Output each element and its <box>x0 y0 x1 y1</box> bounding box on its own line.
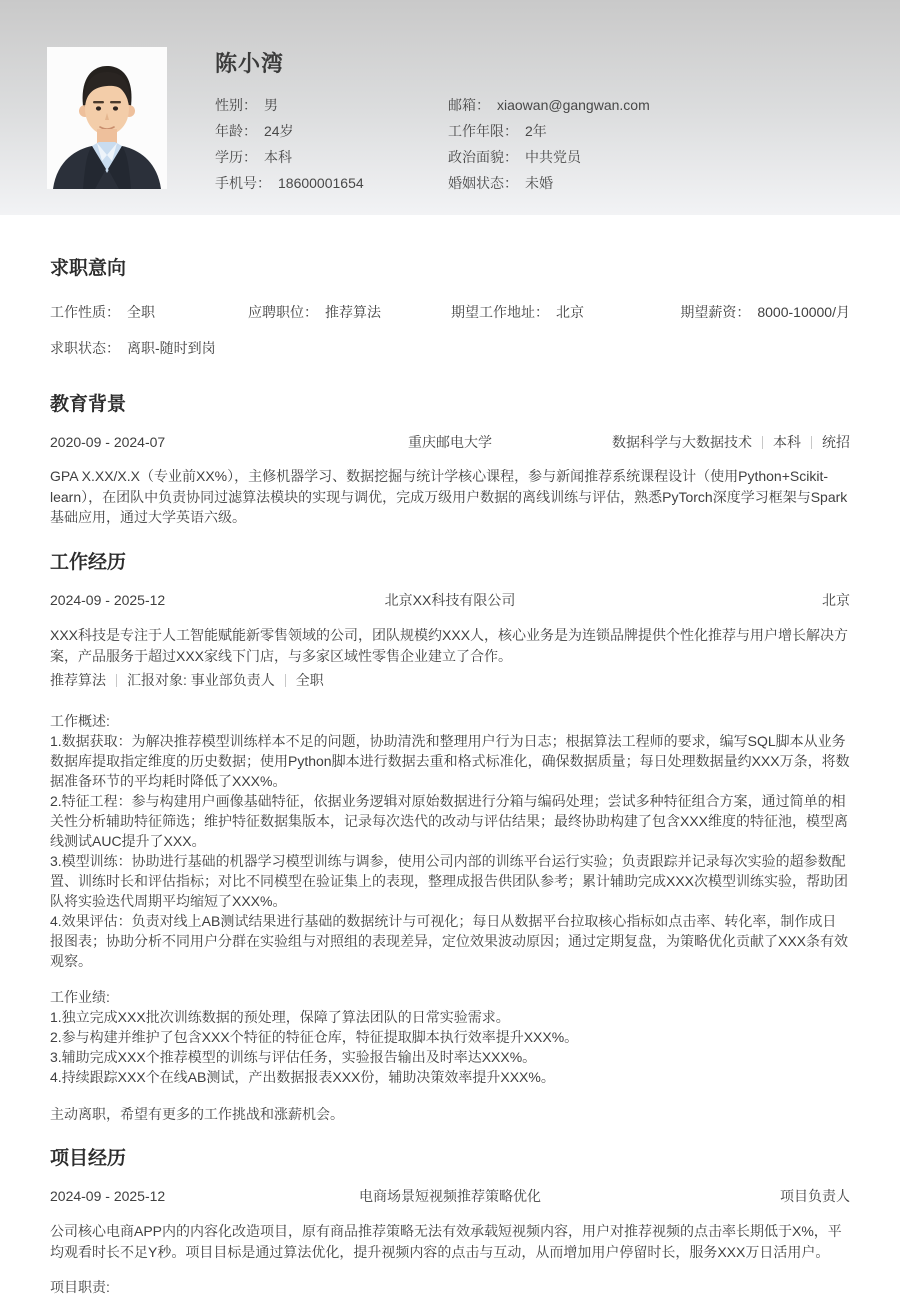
info-marital-status: 婚姻状态： 未婚 <box>448 175 553 191</box>
work-overview-item: 1.数据获取：为解决推荐模型训练样本不足的问题，协助清洗和整理用户行为日志；根据算法工程师的要求，编写SQL脚本从业务数据库提取指定维度的历史数据；使用Python脚本进行数据去重和格式标准化，确保数据质量；每日处理数据量约XXX万条，将数据准备环节的平均耗时降低了XXX%。 <box>50 732 850 789</box>
field-job-nature: 工作性质： 全职 <box>50 304 155 320</box>
education-degree: 本科 <box>773 434 801 450</box>
work-overview-item: 2.特征工程：参与构建用户画像基础特征，依据业务逻辑对原始数据进行分箱与编码处理；尝试多种特征组合方案，通过简单的相关性分析辅助特征筛选；维护特征数据集版本，记录每次迭代的改动与评估结果；最终协助构建了包含XXX维度的特征池，模型离线测试AUC提升了XXX。 <box>50 792 849 849</box>
candidate-name: 陈小湾 <box>215 51 285 76</box>
field-job-status: 求职状态： 离职-随时到岗 <box>50 340 216 356</box>
work-achievement-item: 4.持续跟踪XXX个在线AB测试，产出数据报表XXX份，辅助决策效率提升XXX%。 <box>50 1068 555 1085</box>
basic-info-grid <box>215 92 850 196</box>
work-report-to: 汇报对象: 事业部负责人 <box>127 671 275 688</box>
project-name: 电商场景短视频推荐策略优化 <box>359 1187 541 1204</box>
field-target-position: 应聘职位： 推荐算法 <box>248 304 381 320</box>
work-overview-item: 4.效果评估：负责对线上AB测试结果进行基础的数据统计与可视化；每日从数据平台拉取核心指标如点击率、转化率，制作成日报图表；协助分析不同用户分群在实验组与对照组的表现差异，定位效果波动原因；通过定期复盘，为策略优化贡献了XXX条有效观察。 <box>50 912 849 969</box>
info-degree: 学历： 本科 <box>215 149 292 165</box>
divider <box>285 674 286 687</box>
leave-reason: 主动离职，希望有更多的工作挑战和涨薪机会。 <box>50 1105 344 1122</box>
info-age: 年龄： 24岁 <box>215 123 294 139</box>
work-achievement-block <box>50 987 850 1087</box>
info-work-years: 工作年限： 2年 <box>448 123 547 139</box>
work-position: 推荐算法 <box>50 671 106 688</box>
work-achievement-item: 1.独立完成XXX批次训练数据的预处理，保障了算法团队的日常实验需求。 <box>50 1008 510 1025</box>
divider <box>116 674 117 687</box>
field-expected-salary: 期望薪资： 8000-10000/月 <box>680 304 850 320</box>
project-experience-title: 项目经历 <box>50 1147 127 1169</box>
work-meta-row <box>50 592 850 608</box>
profile-photo <box>47 47 167 189</box>
work-overview-item: 3.模型训练：协助进行基础的机器学习模型训练与调参，使用公司内部的训练平台运行实验；负责跟踪并记录每次实验的超参数配置、训练时长和评估指标；对比不同模型在验证集上的表现，整理成报告供团队参考；累计辅助完成XXX次模型训练实验，帮助团队将实验迭代周期平均缩短了XXX%。 <box>50 852 849 909</box>
job-status-row <box>50 340 850 356</box>
job-intention-title: 求职意向 <box>50 258 127 279</box>
project-duty-label: 项目职责: <box>50 1278 110 1295</box>
company-intro: XXX科技是专注于人工智能赋能新零售领域的公司，团队规模约XXX人，核心业务是为连锁品牌提供个性化推荐与用户增长解决方案，产品服务于超过XXX家线下门店，与多家区域性零售企业建立了合作。 <box>50 626 849 664</box>
education-enroll-type: 统招 <box>822 434 850 450</box>
job-intention-row <box>50 304 850 320</box>
education-period: 2020-09 - 2024-07 <box>50 434 166 450</box>
work-job-type: 全职 <box>295 671 324 688</box>
work-achievement-item: 2.参与构建并维护了包含XXX个特征的特征仓库，特征提取脚本执行效率提升XXX%。 <box>50 1028 579 1045</box>
resume-body <box>0 258 900 1297</box>
section-project-experience <box>50 1148 850 1297</box>
education-title: 教育背景 <box>50 394 127 415</box>
project-intro: 公司核心电商APP内的内容化改造项目，原有商品推荐策略无法有效承载短视频内容，用户对推荐视频的点击率长期低于X%，平均观看时长不足Y秒。项目目标是通过算法优化，提升视频内容的点击与互动，从而增加用户停留时长，服务XXX万日活用户。 <box>50 1222 842 1260</box>
work-company: 北京XX科技有限公司 <box>384 591 516 608</box>
work-experience-title: 工作经历 <box>50 551 127 573</box>
portrait-image <box>47 47 167 189</box>
field-target-location: 期望工作地址： 北京 <box>451 304 584 320</box>
project-period: 2024-09 - 2025-12 <box>50 1187 166 1204</box>
education-meta-row <box>50 434 850 450</box>
education-description: GPA X.XX/X.X（专业前XX%），主修机器学习、数据挖掘与统计学核心课程，参与新闻推荐系统课程设计（使用Python+Scikit-learn），在团队中负责协同过滤算法模块的实现与调优，完成万级用户数据的离线训练与评估，熟悉PyTorch深度学习框架与Spark基础应用，通过大学英语六级。 <box>50 468 848 525</box>
work-period: 2024-09 - 2025-12 <box>50 591 166 608</box>
section-work-experience <box>50 552 850 1124</box>
work-achievement-label: 工作业绩: <box>50 988 110 1005</box>
work-location: 北京 <box>822 591 850 608</box>
info-email: 邮箱： xiaowan@gangwan.com <box>448 97 650 113</box>
work-overview-block <box>50 711 850 971</box>
education-major: 数据科学与大数据技术 <box>612 434 752 450</box>
project-meta-row <box>50 1188 850 1204</box>
work-overview-label: 工作概述: <box>50 712 110 729</box>
education-school: 重庆邮电大学 <box>408 434 492 450</box>
position-row <box>50 672 850 688</box>
info-gender: 性别： 男 <box>215 97 278 113</box>
section-education <box>50 394 850 528</box>
resume-header <box>0 0 900 215</box>
section-job-intention <box>50 258 850 356</box>
header-info <box>215 47 850 215</box>
project-role: 项目负责人 <box>780 1187 850 1204</box>
work-achievement-item: 3.辅助完成XXX个推荐模型的训练与评估任务，实验报告输出及时率达XXX%。 <box>50 1048 537 1065</box>
info-phone: 手机号： 18600001654 <box>215 175 364 191</box>
info-political-status: 政治面貌： 中共党员 <box>448 149 581 165</box>
